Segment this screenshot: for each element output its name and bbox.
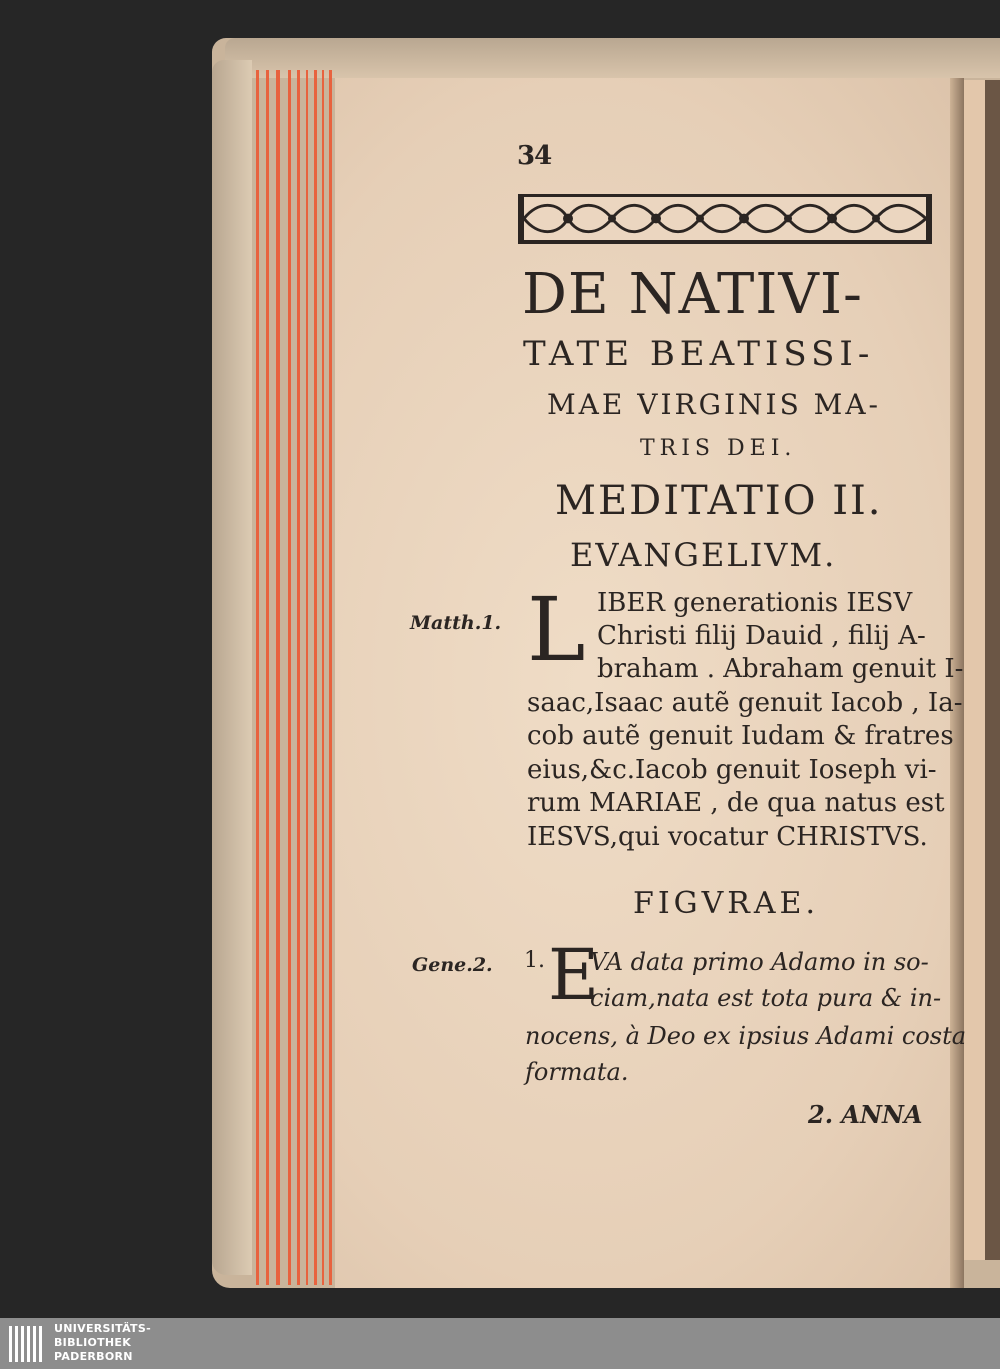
evangelium-line: Christi filij Dauid , filij A-	[597, 621, 926, 651]
heading-figurae: FIGVRAE.	[633, 886, 819, 921]
evangelium-line: IESVS,qui vocatur CHRISTVS.	[527, 822, 928, 852]
title-line-4: TRIS DEI.	[640, 436, 797, 461]
evangelium-line: rum MARIAE , de qua natus est	[527, 788, 945, 818]
evangelium-line: cob autẽ genuit Iudam & fratres	[527, 721, 954, 751]
figurae-line: ciam,nata est tota pura & in-	[590, 984, 942, 1012]
figurae-line: VA data primo Adamo in so-	[590, 948, 929, 976]
heading-meditatio: MEDITATIO II.	[555, 478, 883, 524]
library-name: UNIVERSITÄTS- BIBLIOTHEK PADERBORN	[54, 1322, 151, 1363]
library-logo-icon	[7, 1324, 47, 1364]
drop-cap-l: L	[527, 578, 586, 681]
marginal-note-gene: Gene.2.	[412, 954, 493, 976]
marginal-note-matth: Matth.1.	[410, 612, 502, 634]
evangelium-line: IBER generationis IESV	[597, 588, 913, 618]
title-line-3: MAE VIRGINIS MA-	[547, 388, 882, 421]
title-line-1: DE NATIVI-	[522, 262, 863, 327]
figurae-line: nocens, à Deo ex ipsius Adami costa	[525, 1022, 967, 1050]
title-line-2: TATE BEATISSI-	[523, 334, 875, 374]
drop-cap-e: E	[548, 934, 600, 1016]
evangelium-line: braham . Abraham genuit I-	[597, 654, 964, 684]
page-edges	[252, 70, 342, 1285]
page-number: 34	[517, 141, 552, 171]
library-footer-bar	[0, 1318, 1000, 1369]
book-spine-edge	[212, 60, 252, 1275]
evangelium-line: eius,&c.Iacob genuit Ioseph vi-	[527, 755, 937, 785]
catchword: 2. ANNA	[808, 1100, 923, 1129]
ornamental-headpiece	[518, 194, 932, 244]
evangelium-line: saac,Isaac autẽ genuit Iacob , Ia-	[527, 688, 963, 718]
figura-number: 1.	[524, 948, 545, 973]
figurae-line: formata.	[525, 1058, 629, 1086]
heading-evangelium: EVANGELIVM.	[570, 536, 837, 574]
